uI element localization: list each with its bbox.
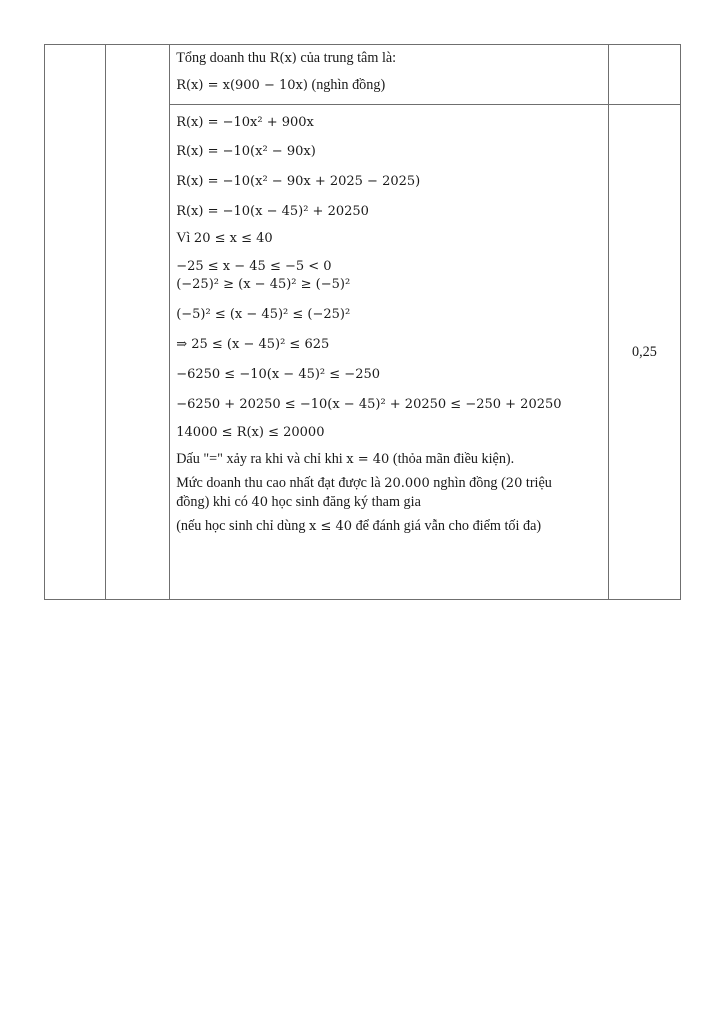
text: (nếu học sinh chỉ dùng: [176, 518, 306, 534]
math: 20: [505, 476, 523, 491]
equation-1: R(x) = −10x² + 900x: [176, 115, 314, 130]
question-cell: [45, 45, 106, 600]
table-row: [45, 45, 681, 105]
inequality-6: −6250 + 20250 ≤ −10(x − 45)² + 20250 ≤ −250 + 20250: [176, 397, 562, 412]
math: 40: [251, 495, 268, 510]
score-cell-top: [608, 45, 680, 105]
grading-table: [44, 44, 681, 600]
part-cell: [106, 45, 170, 600]
text: nghìn đồng (: [433, 475, 506, 491]
text: đồng) khi có: [176, 494, 248, 510]
content-cell-main: [170, 105, 609, 600]
math: 20.000: [384, 476, 430, 491]
content-cell-top: [170, 45, 609, 105]
equation-4: R(x) = −10(x − 45)² + 20250: [176, 204, 369, 219]
text: Vì: [176, 230, 191, 246]
inequality-7: 14000 ≤ R(x) ≤ 20000: [176, 425, 325, 440]
math: x = 40: [346, 452, 390, 467]
equation-2: R(x) = −10(x² − 90x): [176, 144, 316, 159]
text: Mức doanh thu cao nhất đạt được là: [176, 475, 381, 491]
inequality-3: (−5)² ≤ (x − 45)² ≤ (−25)²: [176, 307, 351, 322]
text: để đánh giá vẫn cho điểm tối đa): [355, 518, 542, 534]
text: triệu: [525, 475, 552, 491]
text: của trung tâm là:: [300, 50, 397, 66]
score-cell: [608, 105, 680, 600]
score-value: 0,25: [632, 343, 657, 360]
inequality-4: ⇒ 25 ≤ (x − 45)² ≤ 625: [176, 337, 330, 352]
text: (nghìn đồng): [311, 77, 386, 93]
text: Dấu "=" xảy ra khi và chỉ khi: [176, 451, 343, 467]
inequality-1: −25 ≤ x − 45 ≤ −5 < 0: [176, 259, 332, 274]
equation-3: R(x) = −10(x² − 90x + 2025 − 2025): [176, 174, 421, 189]
math: x ≤ 40: [308, 519, 353, 534]
text: (thỏa mãn điều kiện).: [392, 451, 515, 467]
text: học sinh đăng ký tham gia: [271, 494, 421, 510]
math: 20 ≤ x ≤ 40: [193, 231, 273, 246]
math: R(x) = x(900 − 10x): [176, 78, 308, 93]
inequality-5: −6250 ≤ −10(x − 45)² ≤ −250: [176, 367, 381, 382]
text: Tổng doanh thu: [176, 50, 267, 66]
inequality-2: (−25)² ≥ (x − 45)² ≥ (−5)²: [176, 277, 351, 292]
math: R(x): [269, 51, 297, 66]
